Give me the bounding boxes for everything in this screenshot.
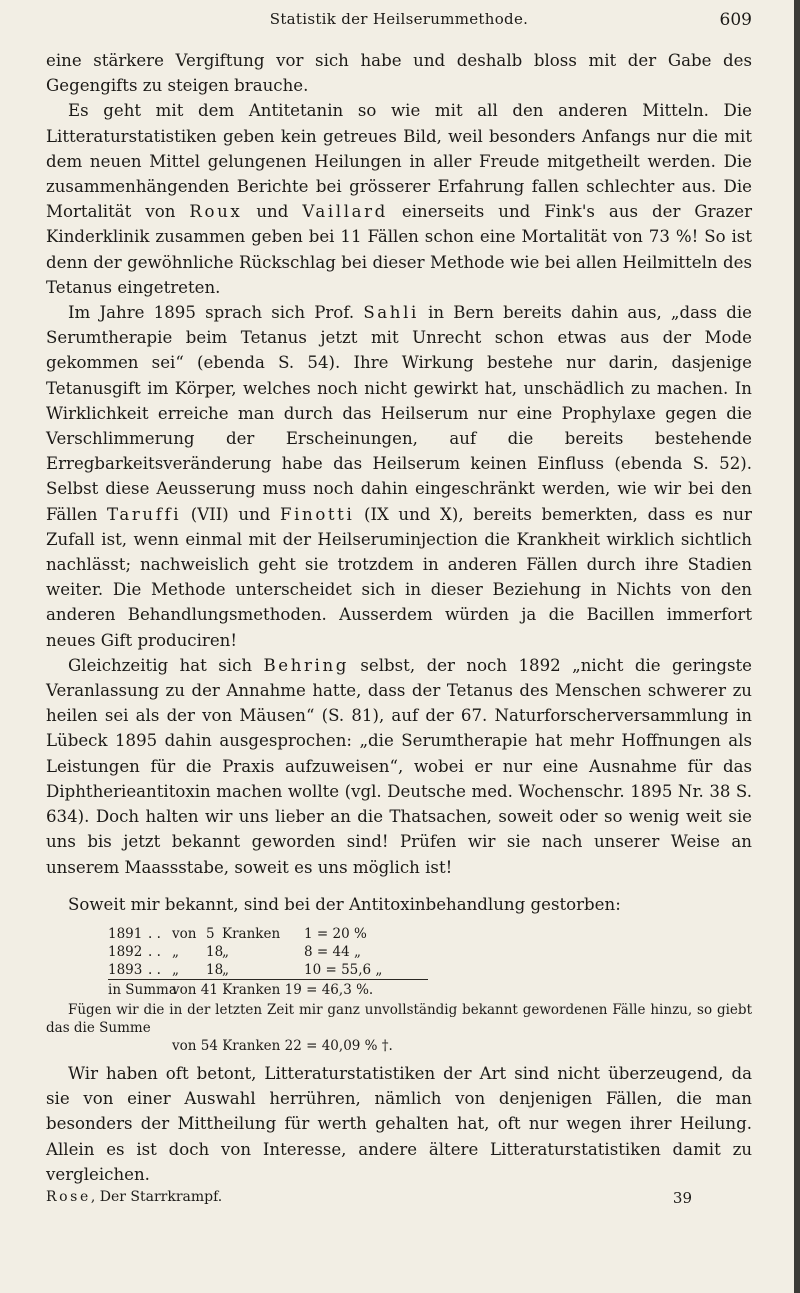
paragraph-antitetanin [46, 98, 752, 300]
row-kranken: „ [222, 961, 229, 978]
author-taruffi: Taruffi [107, 504, 182, 524]
text-run: selbst, der noch 1892 „nicht die geringste Veranlassung zu der Annahme hatte, dass der Tetanus des Menschen schwerer zu heilen sei als der von Mäusen“ (S. 81), auf der 67. Naturforscherversammlung in Lübeck 1895 dahin ausgesprochen: „die Serumtherapie hat mehr Hoffnungen als Leistungen für die Praxis aufzuweisen“, wobei er nur eine Ausnahme für das Diphtherieantitoxin machen wollte (vgl. Deutsche med. Wochenschr. 1895 Nr. 38 S. 634). Doch halten wir uns lieber an die Thatsachen, soweit oder so wenig weit sie uns bis jetzt bekannt geworden sind! Prüfen wir sie nach unserer Weise an unserem Maassstabe, soweit es uns möglich ist! [46, 655, 752, 877]
row-count: 18 [206, 943, 224, 960]
sheet-signature: 39 [672, 1188, 692, 1207]
paragraph-continuation: eine stärkere Vergiftung vor sich habe und deshalb bloss mit der Gabe des Gegengifts zu steigen brauche. [46, 51, 752, 96]
footer-citation [46, 1189, 222, 1205]
text-run: in Bern bereits dahin aus, „dass die Serumtherapie beim Tetanus jetzt mit Unrecht schon etwas aus der Mode gekommen sei“ (ebenda S. 54). Ihre Wirkung bestehe nur darin, dasjenige Tetanusgift im Körper, welches noch nicht gewirkt hat, unschädlich zu machen. In Wirklichkeit erreiche man durch das Heilserum nur eine Prophylaxe gegen die Verschlimmerung der Erscheinungen, auf die bereits bestehende Erregbarkeitsveränderung habe das Heilserum keinen Einfluss (ebenda S. 52). Selbst diese Aeusserung muss noch dahin eingeschränkt werden, wie wir bei den Fällen [46, 303, 753, 524]
sum-row [46, 981, 752, 999]
paragraph-behring [46, 653, 752, 880]
page-footer [46, 1189, 752, 1211]
row-dots: . . [148, 961, 161, 978]
sum-value: von 41 Kranken 19 = 46,3 %. [172, 981, 374, 998]
author-behring: Behring [263, 655, 349, 675]
row-result: 10 = 55,6 „ [304, 961, 383, 978]
row-count: 5 [206, 925, 215, 942]
row-von: „ [172, 943, 179, 960]
paragraph-conclusion: Wir haben oft betont, Litteraturstatistiken der Art sind nicht überzeugend, da sie von einer Auswahl herrühren, nämlich von denjenigen Fällen, die man besonders der Mittheilung für werth gehalten hat, oft nur wegen ihrer Heilung. Allein es ist doch von Interesse, andere ältere Litteraturstatistiken damit zu vergleichen. [46, 1063, 752, 1184]
row-result: 1 = 20 % [304, 925, 367, 942]
sum-label: in Summa [108, 981, 177, 998]
row-year: 1892 [108, 943, 143, 960]
row-kranken: „ [222, 943, 229, 960]
row-von: von [172, 925, 197, 942]
running-title: Statistik der Heilserummethode. [269, 10, 529, 28]
text-run: und [242, 202, 303, 222]
row-von: „ [172, 961, 179, 978]
table-row [46, 925, 752, 943]
footer-work: , Der Starrkrampf. [90, 1188, 223, 1205]
book-page [46, 0, 752, 1211]
paragraph-statistics-intro: Soweit mir bekannt, sind bei der Antitoxinbehandlung gestorben: [68, 894, 621, 914]
author-finotti: Finotti [280, 504, 355, 524]
author-sahli: Sahli [363, 303, 419, 323]
row-result: 8 = 44 „ [304, 943, 361, 960]
table-row [46, 961, 752, 979]
text-run: Gleichzeitig hat sich [68, 655, 264, 675]
author-roux: Roux [189, 202, 243, 222]
text-run: Im Jahre 1895 sprach sich Prof. [68, 303, 364, 323]
row-dots: . . [148, 925, 161, 942]
grand-total: von 54 Kranken 22 = 40,09 % †. [172, 1037, 393, 1054]
note-text: Fügen wir die in der letzten Zeit mir ganz unvollständig bekannt gewordenen Fälle hinzu, so giebt das die Summe [46, 1001, 752, 1036]
author-vaillard: Vaillard [302, 202, 388, 222]
row-count: 18 [206, 961, 224, 978]
footer-author: Rose [46, 1188, 91, 1205]
row-year: 1891 [108, 925, 143, 942]
sum-rule [108, 979, 428, 980]
paragraph-sahli [46, 300, 752, 653]
row-dots: . . [148, 943, 161, 960]
mortality-table [46, 925, 752, 1055]
row-kranken: Kranken [222, 925, 281, 942]
row-year: 1893 [108, 961, 143, 978]
book-edge [794, 0, 800, 1293]
running-header [46, 10, 752, 34]
text-run: Es geht mit dem Antitetanin so wie mit all den anderen Mitteln. Die Litteraturstatistiken geben kein getreues Bild, weil besonders Anfangs nur die mit dem neuen Mittel gelungenen Heilungen in aller Freude mitgetheilt werden. Die zusammenhängenden Berichte bei grösserer Erfahrung fallen schlechter aus. Die Mortalität von [46, 101, 752, 222]
text-run: (VII) und [181, 504, 281, 524]
additional-cases-note [46, 1001, 752, 1037]
text-run: einerseits und Fink's aus der Grazer Kinderklinik zusammen geben bei 11 Fällen schon eine Mortalität von 73 %! So ist denn der gewöhnliche Rückschlag bei dieser Methode wie bei allen Heilmitteln des Tetanus eingetreten. [46, 202, 752, 297]
table-row [46, 943, 752, 961]
page-number: 609 [719, 10, 752, 30]
text-run: (IX und X), bereits bemerkten, dass es nur Zufall ist, wenn einmal mit der Heilseruminjection die Krankheit wirklich sichtlich nachlässt; nachweislich geht sie trotzdem in anderen Fällen durch ihre Stadien weiter. Die Methode unterscheidet sich in dieser Beziehung in Nichts von den anderen Behandlungsmethoden. Ausserdem würden ja die Bacillen immerfort neues Gift produciren! [46, 504, 752, 650]
